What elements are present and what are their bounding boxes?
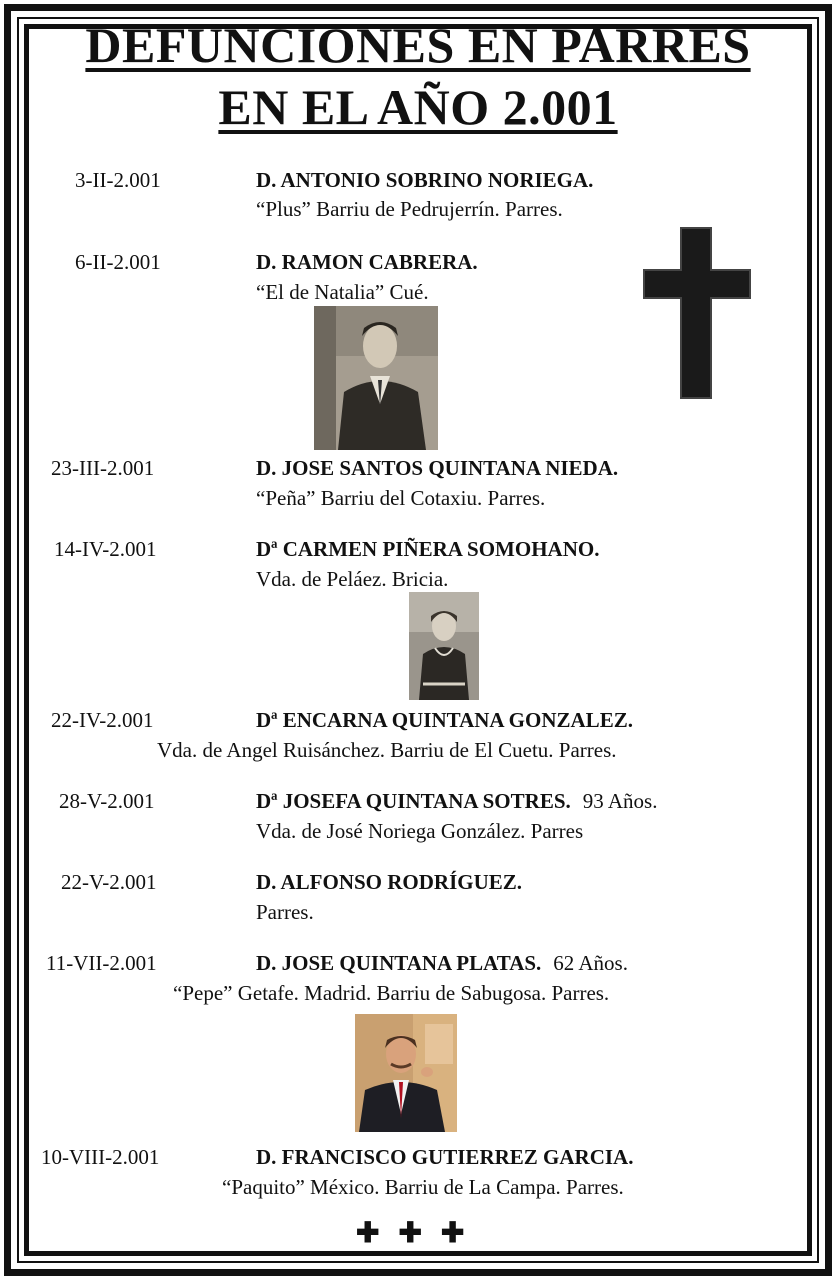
entry-note: “El de Natalia” Cué. [256, 280, 429, 304]
portrait-photo-man [314, 306, 438, 450]
portrait-photo-woman [409, 592, 479, 700]
entry-name: D. FRANCISCO GUTIERREZ GARCIA. [256, 1145, 634, 1169]
entry-date: 23-III-2.001 [51, 456, 155, 480]
entry-date: 28-V-2.001 [59, 789, 155, 813]
entry-note: “Plus” Barriu de Pedrujerrín. Parres. [256, 197, 563, 221]
entry-name: D. RAMON CABRERA. [256, 250, 478, 274]
entry-name: D. ANTONIO SOBRINO NORIEGA. [256, 168, 594, 192]
entry-date: 6-II-2.001 [75, 250, 161, 274]
entry-name: Dª CARMEN PIÑERA SOMOHANO. [256, 537, 600, 561]
entry-date: 22-V-2.001 [61, 870, 157, 894]
entry-date: 11-VII-2.001 [46, 951, 157, 975]
entry-date: 22-IV-2.001 [51, 708, 154, 732]
entry-age: 93 Años. [582, 789, 658, 813]
entry-note: Vda. de José Noriega González. Parres [256, 819, 584, 843]
entry-name-text: D. JOSE QUINTANA PLATAS. [256, 951, 542, 975]
entry-note: Vda. de Angel Ruisánchez. Barriu de El Cuetu. Parres. [157, 738, 617, 762]
entry-name: Dª ENCARNA QUINTANA GONZALEZ. [256, 708, 633, 732]
entry-date: 10-VIII-2.001 [41, 1145, 160, 1169]
entry-name: D. JOSE SANTOS QUINTANA NIEDA. [256, 456, 619, 480]
entry-date: 14-IV-2.001 [54, 537, 157, 561]
entry-note: Vda. de Peláez. Bricia. [256, 567, 449, 591]
entry-age: 62 Años. [553, 951, 628, 975]
entry-date: 3-II-2.001 [75, 168, 161, 192]
entry-note: “Paquito” México. Barriu de La Campa. Parres. [222, 1175, 624, 1199]
entry-name-text: Dª JOSEFA QUINTANA SOTRES. [256, 789, 571, 813]
footer-crosses-ornament: ✚ ✚ ✚ [356, 1218, 471, 1249]
entry-note: “Pepe” Getafe. Madrid. Barriu de Sabugosa. Parres. [173, 981, 610, 1005]
page-title-line-1: DEFUNCIONES EN PARRES [85, 17, 751, 73]
portrait-photo-man-color [355, 1014, 457, 1132]
entry-note: “Peña” Barriu del Cotaxiu. Parres. [256, 486, 546, 510]
entry-name: D. ALFONSO RODRÍGUEZ. [256, 870, 523, 894]
entry-name [256, 789, 657, 814]
latin-cross-icon [640, 224, 754, 402]
page-title-line-2: EN EL AÑO 2.001 [218, 79, 618, 135]
entry-note: Parres. [256, 900, 314, 924]
entry-name [256, 951, 628, 976]
